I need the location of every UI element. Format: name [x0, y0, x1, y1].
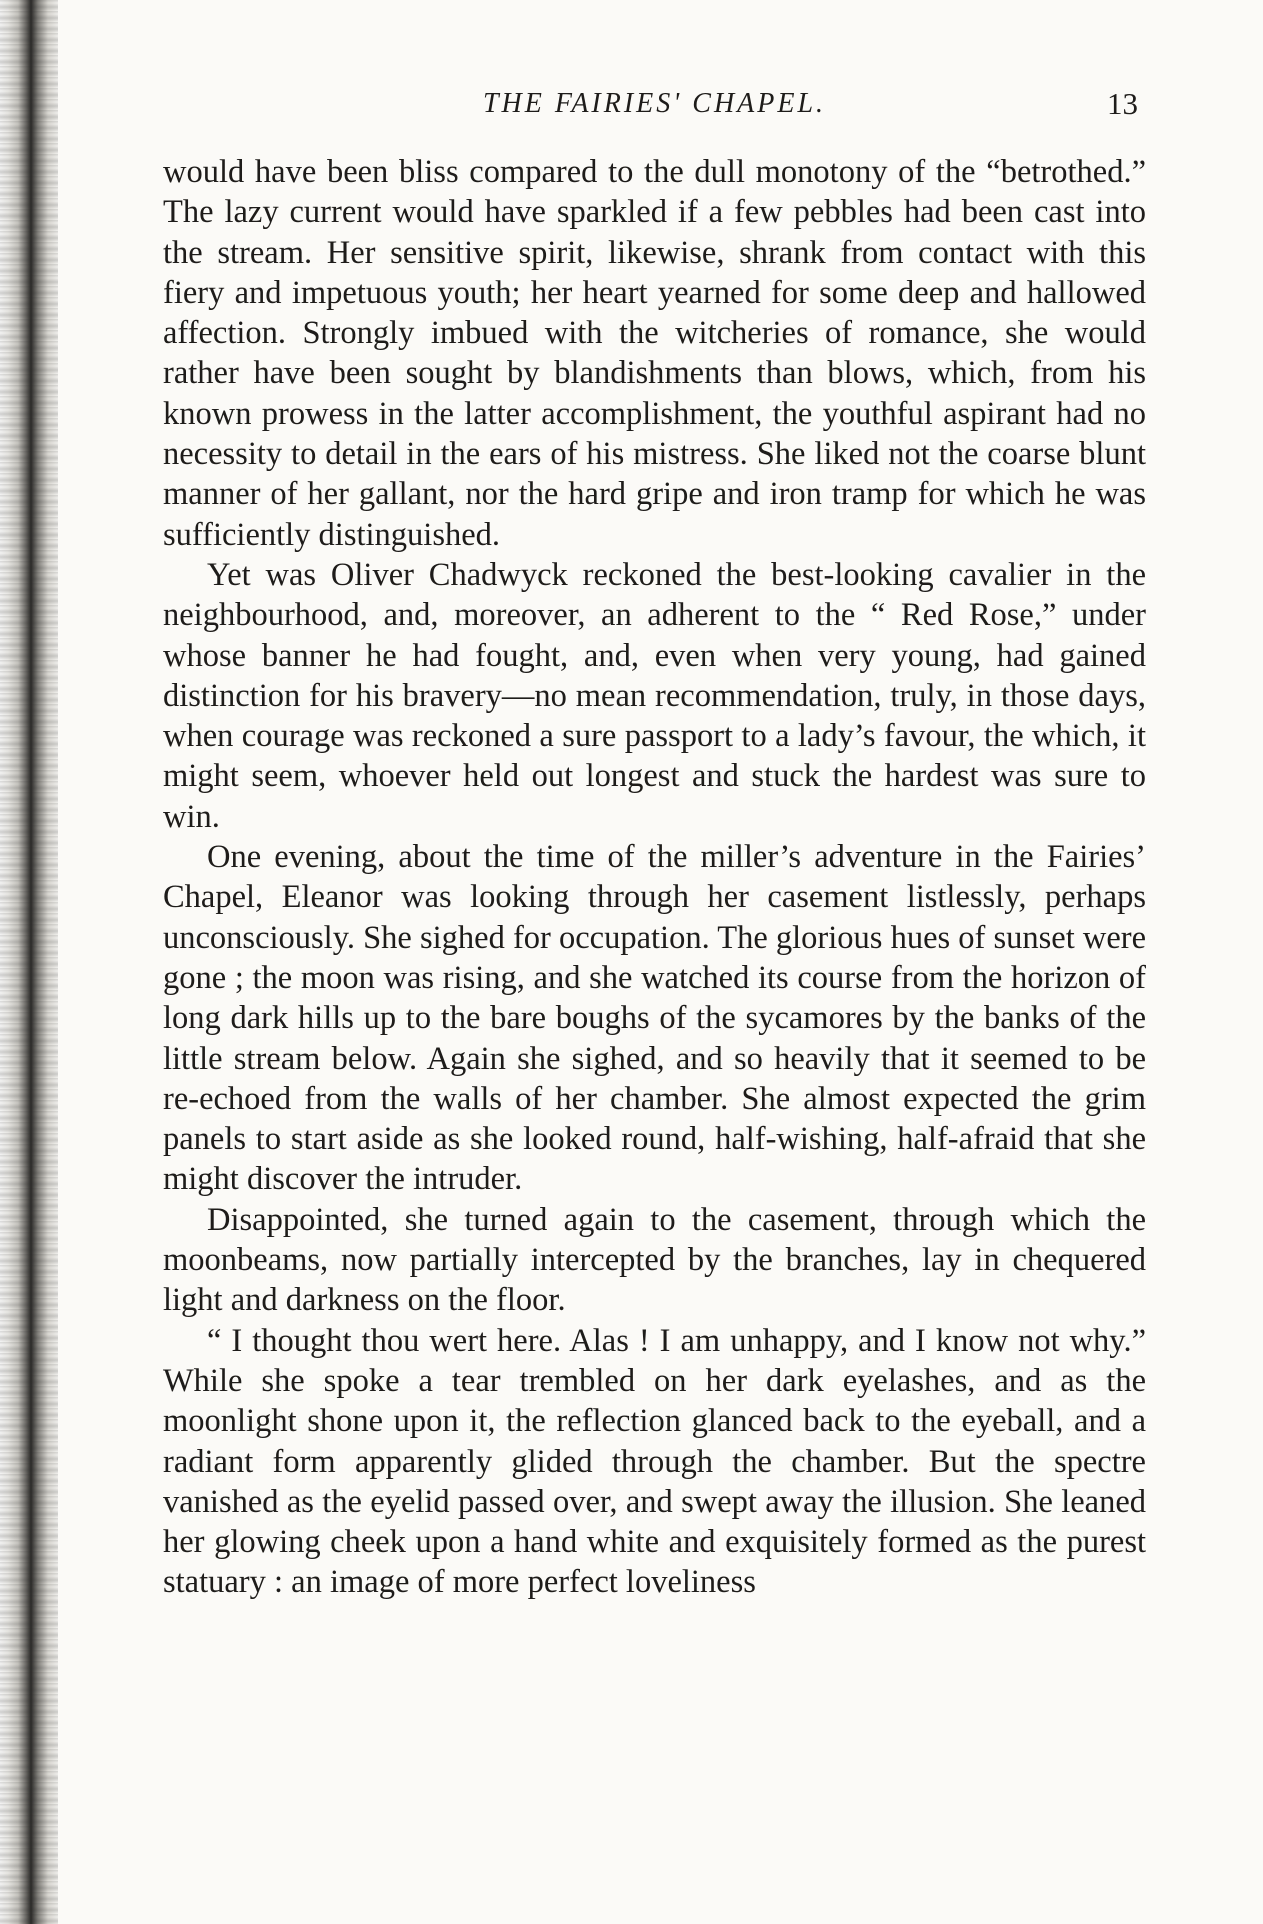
paragraph: Disappointed, she turned again to the casement, through which the moonbeams, now partially intercepted by the branches, lay in chequered light and darkness on the floor. — [163, 1201, 1146, 1319]
running-head — [163, 88, 1146, 130]
book-binding-edge — [0, 0, 58, 1924]
paragraph-continued: would have been bliss compared to the dull monotony of the “betrothed.” The lazy current would have sparkled if a few pebbles had been cast into the stream. Her sensitive spirit, likewise, shrank from contact with this fiery and impetuous youth; her heart yearned for some deep and hallowed affection. Strongly imbued with the witcheries of romance, she would rather have been sought by blandishments than blows, which, from his known prowess in the latter accomplishment, the youthful aspirant had no necessity to detail in the ears of his mistress. She liked not the coarse blunt manner of her gallant, nor the hard gripe and iron tramp for which he was sufficiently distinguished. — [163, 154, 1146, 553]
running-title: THE FAIRIES' CHAPEL. — [482, 88, 827, 119]
paragraph: Yet was Oliver Chadwyck reckoned the best-looking cavalier in the neighbourhood, and, moreover, an adherent to the “ Red Rose,” under whose banner he had fought, and, even when very young, had gained distinction for his bravery—no mean recommendation, truly, in those days, when courage was reckoned a sure passport to a lady’s favour, the which, it might seem, whoever held out longest and stuck the hardest was sure to win. — [163, 556, 1146, 835]
paragraph: One evening, about the time of the miller’s adventure in the Fairies’ Chapel, Eleanor was looking through her casement listlessly, perhaps unconsciously. She sighed for occupation. The glorious hues of sunset were gone ; the moon was rising, and she watched its course from the horizon of long dark hills up to the bare boughs of the sycamores by the banks of the little stream below. Again she sighed, and so heavily that it seemed to be re-echoed from the walls of her chamber. She almost expected the grim panels to start aside as she looked round, half-wishing, half-afraid that she might discover the intruder. — [163, 839, 1146, 1198]
paragraph: “ I thought thou wert here. Alas ! I am unhappy, and I know not why.” While she spoke a tear trembled on her dark eyelashes, and as the moonlight shone upon it, the reflection glanced back to the eyeball, and a radiant form apparently glided through the chamber. But the spectre vanished as the eyelid passed over, and swept away the illusion. She leaned her glowing cheek upon a hand white and exquisitely formed as the purest statuary : an image of more perfect loveliness — [163, 1322, 1146, 1601]
book-page — [163, 88, 1146, 1603]
page-number: 13 — [1107, 86, 1138, 121]
